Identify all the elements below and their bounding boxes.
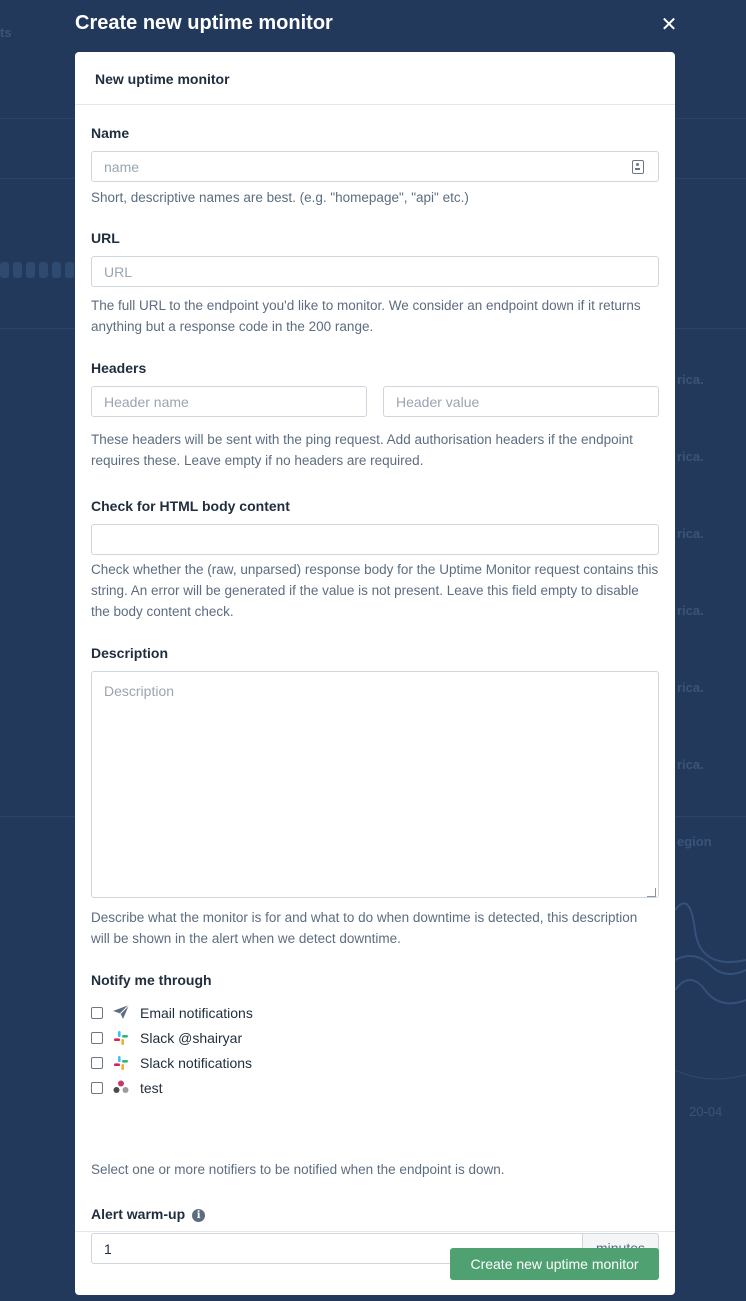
- card-footer: [75, 1231, 675, 1295]
- contact-card-icon: [632, 160, 644, 174]
- notify-label: Notify me through: [91, 972, 212, 988]
- bg-text: ts: [0, 25, 12, 40]
- bg-text: rica.: [677, 449, 704, 464]
- notifier-checkbox[interactable]: [91, 1057, 103, 1069]
- url-help: The full URL to the endpoint you'd like to monitor. We consider an endpoint down if it returns anything but a response code in the 200 range.: [91, 298, 641, 334]
- modal-card: [75, 52, 675, 1295]
- notifier-label: test: [140, 1080, 163, 1096]
- bg-text: rica.: [677, 603, 704, 618]
- name-label: Name: [91, 125, 130, 141]
- headers-label: Headers: [91, 360, 147, 376]
- notify-help: Select one or more notifiers to be notified when the endpoint is down.: [91, 1162, 505, 1177]
- description-label: Description: [91, 645, 169, 661]
- notifier-label: Slack @shairyar: [140, 1030, 243, 1046]
- notifier-item: [91, 1028, 242, 1048]
- bg-text: rica.: [677, 526, 704, 541]
- description-help: Describe what the monitor is for and what to do when downtime is detected, this description will be shown in the alert when we detect downtime.: [91, 910, 638, 946]
- header-value-input[interactable]: [383, 386, 659, 417]
- notifier-item: [91, 1053, 252, 1073]
- notifier-checkbox[interactable]: [91, 1082, 103, 1094]
- url-label: URL: [91, 230, 120, 246]
- modal-title: Create new uptime monitor: [75, 12, 333, 34]
- info-icon[interactable]: i: [192, 1209, 205, 1222]
- body-check-label: Check for HTML body content: [91, 498, 290, 514]
- header-name-input[interactable]: [91, 386, 367, 417]
- warmup-label-text: Alert warm-up: [91, 1206, 186, 1222]
- bg-text: rica.: [677, 372, 704, 387]
- slack-icon: [113, 1055, 131, 1071]
- notifier-checkbox[interactable]: [91, 1007, 103, 1019]
- close-button[interactable]: [658, 14, 680, 36]
- name-help: Short, descriptive names are best. (e.g. "homepage", "api" etc.): [91, 190, 469, 205]
- resize-handle-icon[interactable]: [647, 888, 656, 897]
- notifier-checkbox[interactable]: [91, 1032, 103, 1044]
- bg-chart-lines: [675, 890, 746, 1090]
- bg-text: rica.: [677, 680, 704, 695]
- headers-help: These headers will be sent with the ping request. Add authorisation headers if the endpoint requires these. Leave empty if no headers are required.: [91, 432, 633, 468]
- name-input[interactable]: [91, 151, 659, 182]
- bg-axis-label: 20-04: [689, 1104, 723, 1119]
- notifier-label: Email notifications: [140, 1005, 253, 1021]
- body-check-help: Check whether the (raw, unparsed) response body for the Uptime Monitor request contains this string. An error will be generated if the value is not present. Leave this field empty to disable the body content check.: [91, 562, 659, 619]
- slack-icon: [113, 1030, 131, 1046]
- card-title: New uptime monitor: [75, 52, 675, 105]
- warmup-label: [91, 1206, 205, 1222]
- notifier-item: [91, 1078, 163, 1098]
- bg-text: rica.: [677, 757, 704, 772]
- create-monitor-button[interactable]: Create new uptime monitor: [450, 1248, 659, 1280]
- notifier-label: Slack notifications: [140, 1055, 253, 1071]
- webhook-icon: [113, 1080, 131, 1096]
- notifier-item: [91, 1003, 253, 1023]
- close-icon: ✕: [660, 14, 678, 36]
- paper-plane-icon: [113, 1005, 131, 1021]
- body-check-input[interactable]: [91, 524, 659, 555]
- bg-text: egion: [677, 834, 712, 849]
- url-input[interactable]: [91, 256, 659, 287]
- description-textarea[interactable]: [91, 671, 659, 898]
